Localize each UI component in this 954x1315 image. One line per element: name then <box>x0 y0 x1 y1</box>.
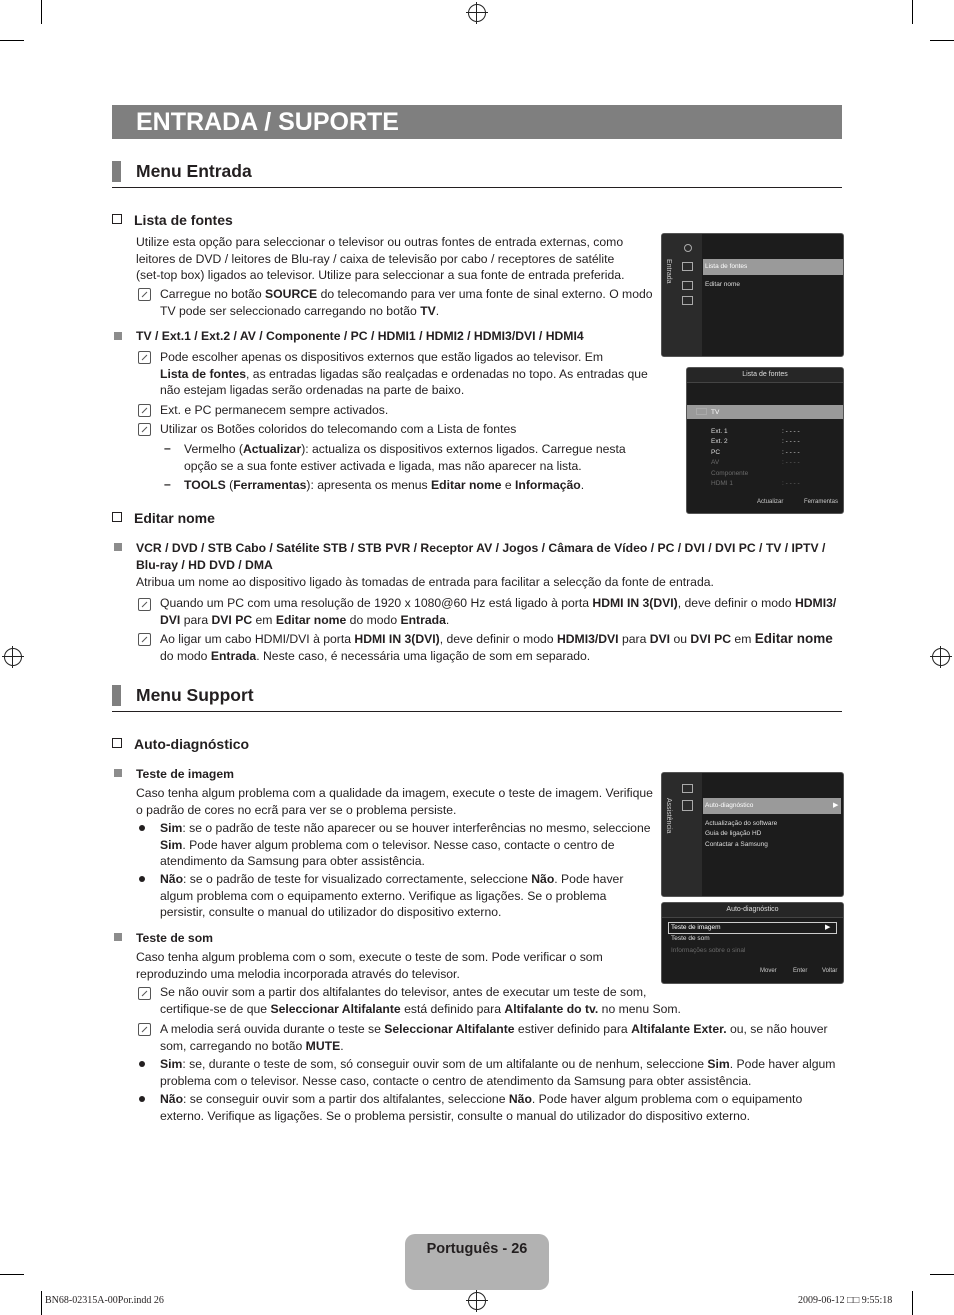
bullet-dot <box>139 876 145 882</box>
support-icon <box>682 296 693 305</box>
tv-icon <box>696 408 707 415</box>
note-text: Pode escolher apenas os dispositivos externos que estão ligados ao televisor. Em Lista de fontes, as entradas ligadas são realçadas e ordenadas no topo. As entradas que não estejam ligadas serão ordenadas na parte de baixo. <box>160 350 648 398</box>
note-text: Se não ouvir som a partir dos altifalantes do televisor, antes de executar um teste de som, certifique-se de que Seleccionar Altifalante está definido para Altifalante do tv. no menu Som. <box>160 985 681 1016</box>
note-icon <box>138 288 151 301</box>
page-title-bar <box>112 105 842 139</box>
bullet-dot <box>139 1061 145 1067</box>
note-text: A melodia será ouvida durante o teste se Seleccionar Altifalante estiver definido para Altifalante Exter. ou, se não houver som, carregando no botão MUTE. <box>160 1022 828 1053</box>
section-header-support <box>112 685 842 712</box>
section-title: Menu Support <box>136 685 254 705</box>
crop-mark <box>0 40 24 41</box>
print-slug-file: BN68-02315A-00Por.indd 26 <box>45 1295 164 1306</box>
input-icon <box>682 262 693 271</box>
note-icon <box>138 404 151 417</box>
registration-mark-icon <box>468 1292 486 1310</box>
bullet-item: Não: se conseguir ouvir som a partir dos altifalantes, seleccione Não. Pode haver algum problema com o equipamento externo. Verifique as ligações. Se o problema persistir, consulte o manual do utilizador do dispositivo externo. <box>160 1092 803 1123</box>
note-text: Utilizar os Botões coloridos do telecomando com a Lista de fontes <box>160 422 517 436</box>
note-icon <box>138 633 151 646</box>
crop-mark <box>41 1291 42 1315</box>
square-bullet-icon <box>114 933 122 941</box>
bullet-dot <box>139 1096 145 1102</box>
bullet-item: Sim: se o padrão de teste não aparecer ou se houver interferências no mesmo, seleccione Sim. Pode haver algum problema com o televisor. Nesse caso, contacte o centro de atendimento da Samsung para obter assistência. <box>160 821 651 869</box>
tv-source-list-screenshot: Lista de fontes TV Ext. 1 : - - - - Ext. 2 : - - - - PC : - - - - AV : - - - - Componente HDMI 1 : - - - - Actualizar Ferramentas <box>686 367 844 514</box>
device-list: VCR / DVD / STB Cabo / Satélite STB / STB PVR / Receptor AV / Jogos / Câmara de Vídeo / PC / DVI / DVI PC / TV / IPTV / Blu-ray / HD DVD / DMA <box>136 541 826 572</box>
dash-item: TOOLS (Ferramentas): apresenta os menus Editar nome e Informação. <box>184 478 585 492</box>
page-number: Português - 26 <box>426 1241 528 1257</box>
note-text: Quando um PC com uma resolução de 1920 x 1080@60 Hz está ligado à porta HDMI IN 3(DVI), deve definir o modo HDMI3/ DVI para DVI PC em Editar nome do modo Entrada. <box>160 596 837 627</box>
paragraph: Caso tenha algum problema com a qualidade da imagem, execute o teste de imagem. Verifique o padrão de cores no ecrã para ver se o problema persiste. <box>136 786 653 817</box>
settings-icon <box>684 244 692 252</box>
dash-bullet: – <box>164 441 171 455</box>
section-title: Menu Entrada <box>136 161 252 181</box>
section-header-entrada <box>112 161 842 188</box>
crop-mark <box>0 1274 24 1275</box>
bullet-dot <box>139 825 145 831</box>
print-slug-date: 2009-06-12 □□ 9:55:18 <box>798 1295 893 1306</box>
crop-mark <box>912 0 913 24</box>
tv-menu-support-screenshot: Assistência Auto-diagnóstico ▶ Actualização do software Guia de ligação HD Contactar a Samsung <box>661 772 844 897</box>
item-title: Teste de som <box>136 931 213 945</box>
subheading-editar-nome: Editar nome <box>112 510 215 526</box>
page-title: ENTRADA / SUPORTE <box>136 108 399 136</box>
note-text: Ext. e PC permanecem sempre activados. <box>160 403 389 417</box>
source-list: TV / Ext.1 / Ext.2 / AV / Componente / PC / HDMI1 / HDMI2 / HDMI3/DVI / HDMI4 <box>136 329 584 343</box>
arrow-right-icon: ▶ <box>825 924 831 931</box>
note-icon <box>138 598 151 611</box>
registration-mark-icon <box>468 4 486 22</box>
note-icon <box>138 1023 151 1036</box>
bullet-item: Sim: se, durante o teste de som, só conseguir ouvir som de um altifalante ou de nenhum, seleccione Sim. Pode haver algum problema com o televisor. Nesse caso, contacte o centro de atendimento da Samsung para obter assistência. <box>160 1057 836 1088</box>
page-number-tab <box>405 1234 549 1290</box>
crop-mark <box>930 1274 954 1275</box>
crop-mark <box>912 1291 913 1315</box>
paragraph: Atribua um nome ao dispositivo ligado às tomadas de entrada para facilitar a selecção da fonte de entrada. <box>136 575 714 589</box>
registration-mark-icon <box>4 648 22 666</box>
arrow-right-icon: ▶ <box>833 802 839 809</box>
note-icon <box>138 351 151 364</box>
paragraph: Utilize esta opção para seleccionar o televisor ou outras fontes de entrada externas, como leitores de DVD / leitores de Blu-ray / caixa de televisão por cabo / receptores de satélite (set-top box) ligados ao televisor. Utilize para seleccionar a sua fonte de entrada preferida. <box>136 235 625 283</box>
note-text: Ao ligar um cabo HDMI/DVI à porta HDMI IN 3(DVI), deve definir o modo HDMI3/DVI para DVI ou DVI PC em Editar nome do modo Entrada. Neste caso, é necessária uma ligação de som em separado. <box>160 631 833 663</box>
square-bullet-icon <box>114 543 122 551</box>
help-icon <box>682 800 693 811</box>
note-icon <box>138 987 151 1000</box>
app-icon <box>682 784 693 793</box>
tv-self-diagnosis-screenshot: Auto-diagnóstico Teste de imagem ▶ Teste de som Informações sobre o sinal Mover Enter Voltar <box>661 902 844 984</box>
item-title: Teste de imagem <box>136 767 234 781</box>
crop-mark <box>41 0 42 24</box>
dash-item: Vermelho (Actualizar): actualiza os dispositivos externos ligados. Carregue nesta opção se a sua fonte estiver activada e ligada, mas não aparecer na lista. <box>184 442 626 473</box>
paragraph: Caso tenha algum problema com o som, execute o teste de som. Pode verificar o som reproduzindo uma melodia incorporada através do televisor. <box>136 950 603 981</box>
note-icon <box>138 423 151 436</box>
bullet-item: Não: se o padrão de teste for visualizado correctamente, seleccione Não. Pode haver algum problema com o equipamento externo. Verifique as ligações. Se o problema persistir, consulte o manual do utilizador do dispositivo externo. <box>160 872 624 920</box>
tv-menu-entrada-screenshot: Entrada Lista de fontes Editar nome <box>661 233 844 357</box>
subheading-lista-de-fontes: Lista de fontes <box>112 212 233 228</box>
app-icon <box>682 281 693 290</box>
note-text: Carregue no botão SOURCE do telecomando para ver uma fonte de sinal externo. O modo TV pode ser seleccionado carregando no botão TV. <box>160 287 653 318</box>
dash-bullet: – <box>164 477 171 491</box>
square-bullet-icon <box>114 769 122 777</box>
registration-mark-icon <box>932 648 950 666</box>
subheading-auto-diagnostico: Auto-diagnóstico <box>112 736 249 752</box>
crop-mark <box>930 40 954 41</box>
square-bullet-icon <box>114 332 122 340</box>
